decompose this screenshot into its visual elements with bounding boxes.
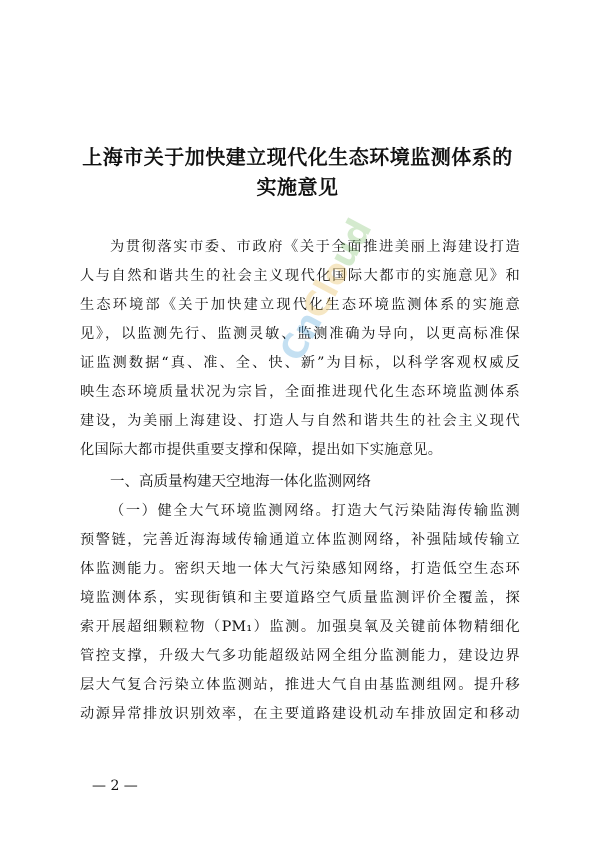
- svg-text:Clo: Clo: [294, 253, 359, 326]
- body-line: 管控支撑，升级大气多功能超级站网全组分监测能力，建设边界: [80, 648, 520, 664]
- intro-line: 建设，为美丽上海建设、打造人与自然和谐共生的社会主义现代: [80, 413, 520, 429]
- body-line: 境监测体系，实现街镇和主要道路空气质量监测评价全覆盖，探: [80, 590, 520, 606]
- intro-line: 生态环境部《关于加快建立现代化生态环境监测体系的实施意: [80, 297, 520, 313]
- page-number: — 2 —: [92, 778, 138, 794]
- body-line: 索开展超细颗粒物（PM₁）监测。加强臭氧及关键前体物精细化: [80, 619, 520, 635]
- body-line-first: [80, 500, 520, 520]
- intro-line: 见》，以监测先行、监测灵敏、监测准确为导向，以更高标准保: [80, 326, 520, 342]
- intro-line: 证监测数据“真、准、全、快、新”为目标，以科学客观权威反: [80, 355, 520, 371]
- intro-line: 人与自然和谐共生的社会主义现代化国际大都市的实施意见》和: [80, 268, 520, 284]
- intro-line: 化国际大都市提供重要支撑和保障，提出如下实施意见。: [80, 442, 443, 458]
- document-title-line-1: 上海市关于加快建立现代化生态环境监测体系的: [82, 145, 513, 169]
- body-line: 层大气复合污染立体监测站，推进大气自由基监测组网。提升移: [80, 677, 520, 693]
- intro-line: 映生态环境质量状况为宗旨，全面推进现代化生态环境监测体系: [80, 384, 520, 400]
- body-line: 体监测能力。密织天地一体大气污染感知网络，打造低空生态环: [80, 561, 520, 577]
- section-heading: 一、高质量构建天空地海一体化监测网络: [110, 474, 371, 490]
- svg-text:ud: ud: [322, 212, 381, 275]
- intro-line: 为贯彻落实市委、市政府《关于全面推进美丽上海建设打造: [110, 239, 520, 255]
- document-title-line-2: 实施意见: [256, 175, 339, 199]
- subsection-label: （一）健全大气环境监测网络。: [110, 503, 332, 519]
- body-line: 动源异常排放识别效率，在主要道路建设机动车排放固定和移动: [80, 706, 520, 722]
- svg-text:Cn: Cn: [272, 305, 331, 368]
- body-line: 预警链，完善近海海域传输通道立体监测网络，补强陆域传输立: [80, 532, 520, 548]
- body-text: 打造大气污染陆海传输监测: [331, 503, 520, 519]
